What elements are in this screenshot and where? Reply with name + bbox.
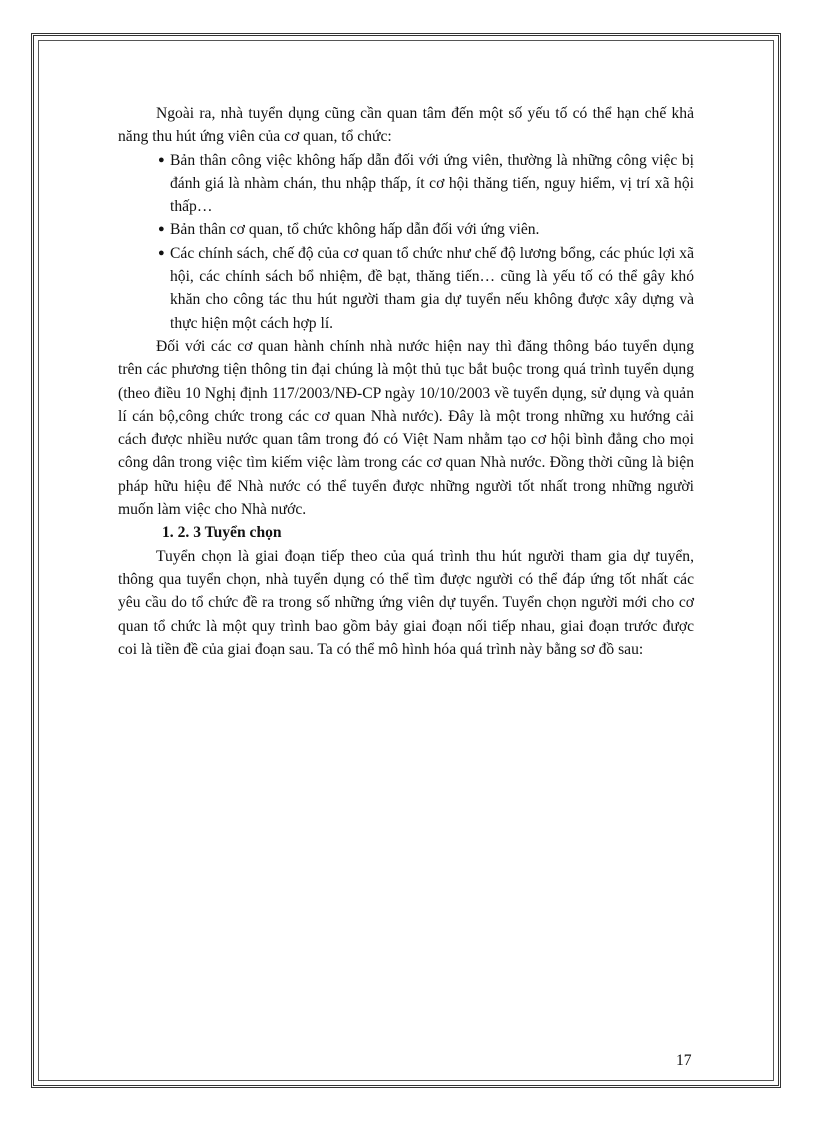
list-item-text: Bản thân công việc không hấp dẫn đối với ứng viên, thường là những công việc bị đánh giá là nhàm chán, thu nhập thấp, ít cơ hội thăng tiến, nguy hiểm, vị trí xã hội thấp… — [170, 151, 694, 216]
bullet-dot-icon: ● — [158, 153, 165, 166]
list-item — [158, 218, 694, 241]
list-item-text: Các chính sách, chế độ của cơ quan tổ chức như chế độ lương bổng, các phúc lợi xã hội, các chính sách bổ nhiệm, đề bạt, thăng tiến… cũng là yếu tố có thể gây khó khăn cho công tác thu hút người tham gia dự tuyển nếu không được xây dựng và thực hiện một cách hợp lí. — [170, 244, 694, 332]
bullet-list — [118, 149, 694, 335]
page-number: 17 — [676, 1052, 692, 1069]
document-body — [118, 102, 694, 661]
list-item-text: Bản thân cơ quan, tổ chức không hấp dẫn đối với ứng viên. — [170, 221, 540, 239]
bullet-dot-icon: ● — [158, 223, 165, 236]
list-item — [158, 149, 694, 219]
paragraph-intro: Ngoài ra, nhà tuyển dụng cũng cần quan tâm đến một số yếu tố có thể hạn chế khả năng thu hút ứng viên của cơ quan, tổ chức: — [118, 105, 694, 146]
section-heading: 1. 2. 3 Tuyển chọn — [162, 524, 282, 542]
paragraph-public-notice: Đối với các cơ quan hành chính nhà nước hiện nay thì đăng thông báo tuyển dụng trên các phương tiện thông tin đại chúng là một thủ tục bắt buộc trong quá trình tuyển dụng (theo điều 10 Nghị định 117/2003/NĐ-CP ngày 10/10/2003 về tuyển dụng, sử dụng và quản lí cán bộ,công chức trong các cơ quan Nhà nước). Đây là một trong những xu hướng cải cách được nhiều nước quan tâm trong đó có Việt Nam nhằm tạo cơ hội bình đẳng cho mọi công dân trong việc tìm kiếm việc làm trong các cơ quan Nhà nước. Đồng thời cũng là biện pháp hữu hiệu để Nhà nước có thể tuyển được những người tốt nhất trong những người muốn làm việc cho Nhà nước. — [118, 337, 694, 519]
bullet-dot-icon: ● — [158, 246, 165, 259]
paragraph-selection: Tuyển chọn là giai đoạn tiếp theo của quá trình thu hút người tham gia dự tuyển, thông qua tuyển chọn, nhà tuyển dụng có thể tìm được người có thể đáp ứng tốt nhất các yêu cầu do tổ chức đề ra trong số những ứng viên dự tuyển. Tuyển chọn người mới cho cơ quan tổ chức là một quy trình bao gồm bảy giai đoạn nối tiếp nhau, giai đoạn trước được coi là tiền đề của giai đoạn sau. Ta có thể mô hình hóa quá trình này bằng sơ đồ sau: — [118, 547, 694, 658]
list-item — [158, 242, 694, 335]
